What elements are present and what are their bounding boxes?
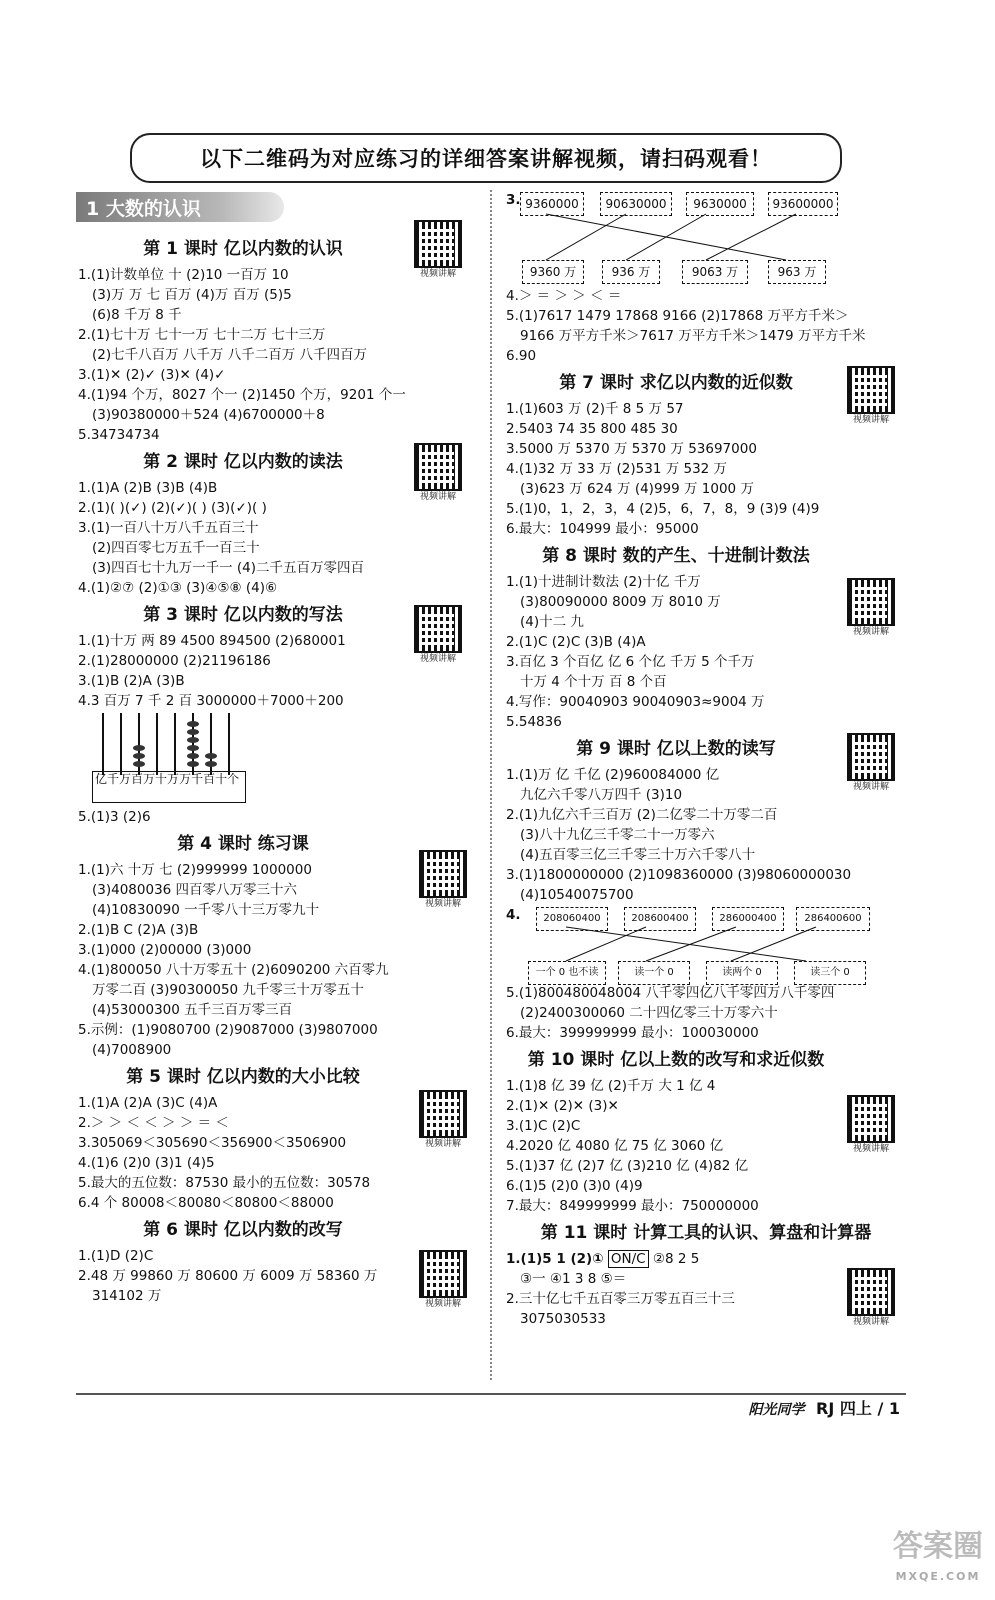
answer-line: 1.(1)计数单位 十 (2)10 一百万 10	[78, 267, 289, 283]
column-divider	[490, 190, 492, 1380]
qr-code-lesson-3[interactable]: 视频讲解	[410, 605, 466, 667]
answer-line: 6.最大：399999999 最小：100030000	[506, 1025, 759, 1041]
answer-line: 2.(1)B C (2)A (3)B	[78, 922, 199, 938]
answer-line: 1.(1)D (2)C	[78, 1248, 154, 1264]
answer-line: 2.5403 74 35 800 485 30	[506, 421, 678, 437]
answer-line: (6)8 千万 8 千	[92, 307, 182, 323]
answer-line: 4.写作：90040903 90040903≈9004 万	[506, 694, 765, 710]
lesson-3-title: 第 3 课时 亿以内数的写法	[143, 605, 343, 625]
lesson-11-title: 第 11 课时 计算工具的认识、算盘和计算器	[540, 1223, 872, 1243]
qr-icon	[847, 366, 895, 414]
watermark-logo: 答案圈 MXQE.COM	[893, 1529, 983, 1583]
q3-bottom-box: 9360 万	[522, 260, 584, 284]
q4-bottom-box: 读三个 0	[794, 961, 866, 985]
answer-line: (3)90380000＋524 (4)6700000＋8	[92, 407, 325, 423]
answer-line: 2.(1)( )(✓) (2)(✓)( ) (3)(✓)( )	[78, 500, 267, 516]
q3-top-box: 93600000	[768, 192, 838, 216]
lesson-6-body-cont	[506, 286, 916, 366]
answer-line: (3)万 万 七 百万 (4)万 百万 (5)5	[92, 287, 292, 303]
answer-line: 3.(1)一百八十万八千五百三十	[78, 520, 259, 536]
answer-line: (3)4080036 四百零八万零三十六	[92, 882, 298, 898]
answer-line: 4.(1)32 万 33 万 (2)531 万 532 万	[506, 461, 728, 477]
qr-code-lesson-11[interactable]: 视频讲解	[843, 1268, 899, 1330]
abacus-labels: 亿千万百万十万万千百十个	[92, 771, 246, 803]
qr-code-lesson-10[interactable]: 视频讲解	[843, 1095, 899, 1157]
qr-code-lesson-6[interactable]: 视频讲解	[415, 1250, 471, 1312]
answer-line: 3075030533	[520, 1311, 606, 1327]
answer-line: 5.34734734	[78, 427, 160, 443]
q4-top-box: 208600400	[624, 907, 696, 931]
answer-line: 6.90	[506, 348, 537, 364]
answer-line: 3.(1)1800000000 (2)1098360000 (3)98060000030	[506, 867, 852, 883]
lesson-4-title: 第 4 课时 练习课	[177, 834, 309, 854]
page-number: RJ 四上 / 1	[816, 1399, 900, 1418]
q3-top-box: 90630000	[600, 192, 672, 216]
answer-line: 3.百亿 3 个百亿 亿 6 个亿 千万 5 个千万	[506, 654, 755, 670]
answer-line: 4.(1)94 个万，8027 个一 (2)1450 个万，9201 个一	[78, 387, 406, 403]
answer-line: 2.＞ ＞ ＜ ＜ ＞ ＞ ＝ ＜	[78, 1115, 229, 1131]
q3-top-box: 9630000	[686, 192, 754, 216]
lesson-8-title: 第 8 课时 数的产生、十进制计数法	[542, 546, 810, 566]
q3-top-box: 9360000	[520, 192, 584, 216]
answer-line: (3)80090000 8009 万 8010 万	[520, 594, 721, 610]
answer-line: 9166 万平方千米＞7617 万平方千米＞1479 万平方千米	[520, 328, 866, 344]
answer-line: 1.(1)十万 两 89 4500 894500 (2)680001	[78, 633, 346, 649]
answer-line: 1.(1)十进制计数法 (2)十亿 千万	[506, 574, 701, 590]
answer-line: 2.(1)C (2)C (3)B (4)A	[506, 634, 646, 650]
answer-line: 3.(1)000 (2)00000 (3)000	[78, 942, 252, 958]
answer-line: (2)2400300060 二十四亿零三十万零六十	[520, 1005, 778, 1021]
qr-icon	[847, 733, 895, 781]
lesson-9-title: 第 9 课时 亿以上数的读写	[576, 739, 776, 759]
page-footer	[748, 1396, 900, 1419]
answer-line: (3)四百七十九万一千一 (4)二千五百万零四百	[92, 560, 365, 576]
answer-line: 5.(1)800480048004 八千零四亿八千零四万八千零四	[506, 985, 835, 1001]
answer-line: 5.(1)0，1，2，3，4 (2)5，6，7，8，9 (3)9 (4)9	[506, 501, 820, 517]
footer-divider	[76, 1393, 906, 1395]
qr-code-lesson-5[interactable]: 视频讲解	[415, 1090, 471, 1152]
q3-bottom-box: 963 万	[768, 260, 826, 284]
qr-code-lesson-4[interactable]: 视频讲解	[415, 850, 471, 912]
q4-top-box: 208060400	[536, 907, 608, 931]
answer-line: 4.(1)②⑦ (2)①③ (3)④⑤⑧ (4)⑥	[78, 580, 278, 596]
qr-icon	[847, 1095, 895, 1143]
answer-line: 1.(1)万 亿 千亿 (2)960084000 亿	[506, 767, 720, 783]
q4-bottom-box: 读两个 0	[706, 961, 778, 985]
q4-bottom-box: 读一个 0	[618, 961, 690, 985]
lesson-5-title: 第 5 课时 亿以内数的大小比较	[126, 1067, 360, 1087]
abacus-figure	[92, 713, 252, 803]
answer-line: 5.54836	[506, 714, 562, 730]
answer-line: 九亿六千零八万四千 (3)10	[520, 787, 683, 803]
answer-line: 3.(1)C (2)C	[506, 1118, 581, 1134]
answer-line: 2.(1)✕ (2)✕ (3)✕	[506, 1098, 619, 1114]
answer-line: 4.2020 亿 4080 亿 75 亿 3060 亿	[506, 1138, 724, 1154]
answer-line: 6.最大：104999 最小：95000	[506, 521, 699, 537]
q4-bottom-box: 一个 0 也不读	[528, 961, 606, 985]
lesson-6-q3-figure: 3. 9360000 90630000 9630000 93600000 9360 万 936 万 9063 万 963 万	[506, 190, 906, 286]
brand-logo: 阳光同学	[748, 1402, 805, 1418]
lesson-7-title: 第 7 课时 求亿以内数的近似数	[559, 373, 793, 393]
q4-top-box: 286000400	[712, 907, 784, 931]
answer-line: (4)10540075700	[520, 887, 634, 903]
answer-line: (4)53000300 五千三百万零三百	[92, 1002, 293, 1018]
answer-line: 2.三十亿七千五百零三万零五百三十三	[506, 1291, 735, 1307]
answer-line: 6.(1)5 (2)0 (3)0 (4)9	[506, 1178, 643, 1194]
lesson-6-title: 第 6 课时 亿以内数的改写	[143, 1220, 343, 1240]
qr-icon	[419, 1250, 467, 1298]
answer-line: 5.(1)37 亿 (2)7 亿 (3)210 亿 (4)82 亿	[506, 1158, 749, 1174]
answer-line: (4)五百零三亿三千零三十万六千零八十	[520, 847, 756, 863]
answer-line: 2.48 万 99860 万 80600 万 6009 万 58360 万	[78, 1268, 378, 1284]
qr-code-lesson-7[interactable]: 视频讲解	[843, 366, 899, 428]
answer-line: (2)七千八百万 八千万 八千二百万 八千四百万	[92, 347, 367, 363]
answer-line: 1.(1)六 十万 七 (2)999999 1000000	[78, 862, 312, 878]
qr-icon	[419, 850, 467, 898]
answer-line: 4.3 百万 7 千 2 百 3000000＋7000＋200	[78, 693, 344, 709]
answer-line: 6.4 个 80008＜80080＜80800＜88000	[78, 1195, 334, 1211]
answer-line: 2.(1)九亿六千三百万 (2)二亿零二十万零二百	[506, 807, 778, 823]
answer-line: 5.最大的五位数：87530 最小的五位数：30578	[78, 1175, 371, 1191]
answer-line: ③一 ④1 3 8 ⑤＝	[520, 1271, 627, 1287]
answer-line: 5.示例：(1)9080700 (2)9087000 (3)9807000	[78, 1022, 378, 1038]
banner: 以下二维码为对应练习的详细答案讲解视频，请扫码观看！	[130, 133, 842, 183]
answer-line: 1.(1)A (2)B (3)B (4)B	[78, 480, 218, 496]
lesson-11-q1: 1.(1)5 1 (2)① ON/C ②8 2 5	[506, 1251, 700, 1267]
q3-bottom-box: 936 万	[602, 260, 660, 284]
answer-line: 3.305069＜305690＜356900＜3506900	[78, 1135, 347, 1151]
answer-line: 7.最大：849999999 最小：750000000	[506, 1198, 759, 1214]
qr-icon	[847, 1268, 895, 1316]
qr-code-lesson-9[interactable]: 视频讲解	[843, 733, 899, 795]
answer-line: 3.5000 万 5370 万 5370 万 53697000	[506, 441, 757, 457]
lesson-2-title: 第 2 课时 亿以内数的读法	[143, 452, 343, 472]
answer-line: 3.(1)✕ (2)✓ (3)✕ (4)✓	[78, 367, 226, 383]
qr-code-lesson-1[interactable]: 视频讲解	[410, 220, 466, 282]
qr-icon	[419, 1090, 467, 1138]
answer-line: 4.(1)800050 八十万零五十 (2)6090200 六百零九	[78, 962, 389, 978]
answer-line: 5.(1)7617 1479 17868 9166 (2)17868 万平方千米＞	[506, 308, 849, 324]
answer-line: 2.(1)28000000 (2)21196186	[78, 653, 271, 669]
answer-line: 1.(1)603 万 (2)千 8 5 万 57	[506, 401, 684, 417]
lesson-1-title: 第 1 课时 亿以内数的认识	[143, 239, 343, 259]
lesson-3-q5: 5.(1)3 (2)6	[78, 809, 151, 825]
unit-title: 1 大数的认识	[76, 192, 284, 222]
answer-line: 4.＞ ＝ ＞ ＞ ＜ ＝	[506, 288, 622, 304]
answer-line: 2.(1)七十万 七十一万 七十二万 七十三万	[78, 327, 326, 343]
lesson-1-body	[78, 265, 478, 445]
answer-line: (4)10830090 一千零八十三万零九十	[92, 902, 320, 918]
q4-top-box: 286400600	[796, 907, 870, 931]
qr-icon	[414, 443, 462, 491]
qr-code-lesson-8[interactable]: 视频讲解	[843, 578, 899, 640]
answer-line: 314102 万	[92, 1288, 162, 1304]
qr-code-lesson-2[interactable]: 视频讲解	[410, 443, 466, 505]
answer-line: 1.(1)A (2)A (3)C (4)A	[78, 1095, 218, 1111]
answer-line: 万零二百 (3)90300050 九千零三十万零五十	[92, 982, 364, 998]
qr-icon	[414, 220, 462, 268]
answer-line: (4)7008900	[92, 1042, 172, 1058]
q3-bottom-box: 9063 万	[682, 260, 748, 284]
answer-line: 1.(1)8 亿 39 亿 (2)千万 大 1 亿 4	[506, 1078, 716, 1094]
qr-icon	[414, 605, 462, 653]
answer-line: (2)四百零七万五千一百三十	[92, 540, 260, 556]
answer-line: 十万 4 个十万 百 8 个百	[520, 674, 667, 690]
qr-icon	[847, 578, 895, 626]
lesson-9-body-cont	[506, 983, 916, 1043]
onc-key: ON/C	[608, 1250, 649, 1268]
answer-line: 4.(1)6 (2)0 (3)1 (4)5	[78, 1155, 215, 1171]
answer-line: (3)623 万 624 万 (4)999 万 1000 万	[520, 481, 754, 497]
lesson-9-q4-figure: 4. 208060400 208600400 286000400 286400600 一个 0 也不读 读一个 0 读两个 0 读三个 0	[506, 905, 906, 983]
lesson-10-title: 第 10 课时 亿以上数的改写和求近似数	[527, 1050, 825, 1070]
answer-line: (4)十二 九	[520, 614, 584, 630]
answer-line: 3.(1)B (2)A (3)B	[78, 673, 185, 689]
answer-line: (3)八十九亿三千零二十一万零六	[520, 827, 715, 843]
